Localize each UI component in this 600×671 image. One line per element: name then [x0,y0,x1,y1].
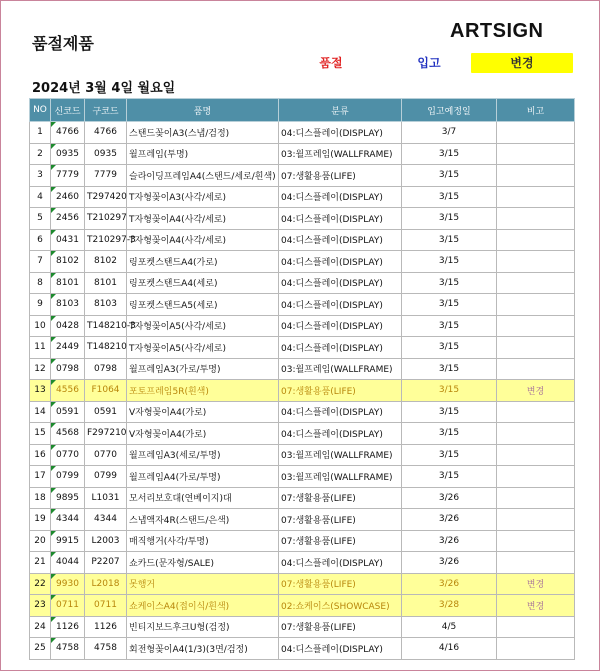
cell-no: 21 [30,552,51,574]
cell-category: 04:디스플레이(DISPLAY) [279,208,402,230]
cell-note [497,315,575,337]
cell-old-code: T148210-3 [85,315,127,337]
cell-new-code [51,337,85,359]
col-header-old-code: 구코드 [85,99,127,122]
comment-marker-icon [51,273,56,278]
comment-marker-icon [51,359,56,364]
new-code-text: 8101 [56,277,79,288]
cell-product-name: V자형꽂이A4(가로) [127,401,279,423]
cell-category: 07:생활용품(LIFE) [279,380,402,402]
cell-product-name: T자형꽂이A5(사각/세로) [127,315,279,337]
cell-category: 03:월프레임(WALLFRAME) [279,358,402,380]
table-row[interactable] [30,294,575,316]
table-row[interactable] [30,272,575,294]
comment-marker-icon [51,294,56,299]
new-code-text: 2460 [56,191,79,202]
cell-category: 07:생활용품(LIFE) [279,509,402,531]
cell-expected-date: 3/15 [402,358,497,380]
cell-category: 04:디스플레이(DISPLAY) [279,638,402,660]
comment-marker-icon [51,595,56,600]
comment-marker-icon [51,402,56,407]
table-row[interactable] [30,401,575,423]
cell-product-name: 스탠드꽂이A3(스냅/검정) [127,122,279,144]
cell-no: 5 [30,208,51,230]
comment-marker-icon [51,251,56,256]
cell-no: 19 [30,509,51,531]
cell-new-code [51,552,85,574]
table-row[interactable] [30,444,575,466]
cell-expected-date: 4/5 [402,616,497,638]
cell-expected-date: 3/26 [402,573,497,595]
legend-incoming: 입고 [417,56,441,70]
cell-category: 04:디스플레이(DISPLAY) [279,122,402,144]
comment-marker-icon [51,488,56,493]
table-row[interactable] [30,466,575,488]
cell-old-code: 0591 [85,401,127,423]
legend-soldout: 품절 [319,56,343,70]
cell-old-code: T210297 [85,208,127,230]
cell-category: 04:디스플레이(DISPLAY) [279,552,402,574]
cell-product-name: 슬라이딩프레임A4(스탠드/세로/흰색) [127,165,279,187]
cell-old-code: 7779 [85,165,127,187]
cell-no: 4 [30,186,51,208]
new-code-text: 7779 [56,170,79,181]
cell-expected-date: 3/26 [402,509,497,531]
cell-note: 변경 [497,380,575,402]
comment-marker-icon [51,552,56,557]
cell-no: 9 [30,294,51,316]
cell-product-name: T자형꽂이A3(사각/세로) [127,186,279,208]
cell-note [497,616,575,638]
cell-new-code [51,509,85,531]
cell-category: 04:디스플레이(DISPLAY) [279,229,402,251]
cell-new-code [51,358,85,380]
table-row[interactable] [30,143,575,165]
cell-expected-date: 3/15 [402,143,497,165]
comment-marker-icon [51,165,56,170]
table-row[interactable] [30,638,575,660]
new-code-text: 4568 [56,428,79,439]
cell-old-code: P2207 [85,552,127,574]
cell-new-code [51,595,85,617]
new-code-text: 0935 [56,148,79,159]
cell-no: 1 [30,122,51,144]
new-code-text: 4556 [56,385,79,396]
cell-note [497,401,575,423]
cell-product-name: T자형꽂이A5(사각/세로) [127,337,279,359]
cell-old-code: T297420 [85,186,127,208]
cell-product-name: 쇼케이스A4(접이식/흰색) [127,595,279,617]
cell-expected-date: 3/7 [402,122,497,144]
cell-no: 10 [30,315,51,337]
cell-old-code: 8102 [85,251,127,273]
cell-expected-date: 3/15 [402,315,497,337]
cell-note [497,229,575,251]
table-row[interactable] [30,552,575,574]
cell-expected-date: 3/28 [402,595,497,617]
table-row[interactable] [30,380,575,402]
cell-note [497,530,575,552]
cell-old-code: 4344 [85,509,127,531]
cell-product-name: 월프레임A3(세로/투명) [127,444,279,466]
cell-old-code: 0799 [85,466,127,488]
cell-no: 13 [30,380,51,402]
table-row[interactable] [30,186,575,208]
table-row[interactable] [30,122,575,144]
table-row[interactable] [30,530,575,552]
cell-note [497,272,575,294]
cell-new-code [51,143,85,165]
cell-expected-date: 3/26 [402,530,497,552]
cell-category: 04:디스플레이(DISPLAY) [279,251,402,273]
cell-new-code [51,165,85,187]
cell-category: 03:월프레임(WALLFRAME) [279,444,402,466]
cell-no: 8 [30,272,51,294]
comment-marker-icon [51,574,56,579]
cell-product-name: 회전형꽂이A4(1/3)(3면/검정) [127,638,279,660]
cell-expected-date: 3/15 [402,423,497,445]
cell-no: 17 [30,466,51,488]
cell-note [497,186,575,208]
cell-product-name: 링포켓스탠드A4(세로) [127,272,279,294]
cell-no: 3 [30,165,51,187]
cell-new-code [51,186,85,208]
cell-product-name: 모서리보호대(연베이지)대 [127,487,279,509]
cell-note [497,208,575,230]
comment-marker-icon [51,423,56,428]
cell-old-code: 4766 [85,122,127,144]
cell-category: 07:생활용품(LIFE) [279,573,402,595]
cell-product-name: 링포켓스탠드A5(세로) [127,294,279,316]
brand-logo: ARTSIGN [450,20,544,42]
cell-expected-date: 4/16 [402,638,497,660]
new-code-text: 0770 [56,449,79,460]
cell-new-code [51,122,85,144]
new-code-text: 4766 [56,127,79,138]
cell-note [497,337,575,359]
cell-new-code [51,616,85,638]
cell-expected-date: 3/15 [402,186,497,208]
cell-new-code [51,530,85,552]
cell-category: 07:생활용품(LIFE) [279,165,402,187]
cell-old-code: L2018 [85,573,127,595]
new-code-text: 0428 [56,320,79,331]
cell-old-code: F1064 [85,380,127,402]
new-code-text: 4044 [56,557,79,568]
cell-new-code [51,573,85,595]
cell-note [497,122,575,144]
cell-new-code [51,423,85,445]
cell-new-code [51,229,85,251]
comment-marker-icon [51,466,56,471]
cell-old-code: L2003 [85,530,127,552]
cell-no: 18 [30,487,51,509]
cell-no: 24 [30,616,51,638]
comment-marker-icon [51,638,56,643]
table-header-row [30,99,575,122]
cell-expected-date: 3/15 [402,208,497,230]
col-header-product-name: 품명 [127,99,279,122]
cell-category: 04:디스플레이(DISPLAY) [279,315,402,337]
cell-category: 03:월프레임(WALLFRAME) [279,466,402,488]
cell-note [497,466,575,488]
comment-marker-icon [51,380,56,385]
cell-expected-date: 3/15 [402,294,497,316]
comment-marker-icon [51,316,56,321]
cell-note [497,294,575,316]
cell-product-name: 월프레임(투명) [127,143,279,165]
col-header-no: NO [30,99,51,122]
cell-old-code: L1031 [85,487,127,509]
cell-no: 20 [30,530,51,552]
cell-expected-date: 3/15 [402,466,497,488]
cell-no: 7 [30,251,51,273]
cell-no: 23 [30,595,51,617]
table-row[interactable] [30,595,575,617]
cell-new-code [51,251,85,273]
new-code-text: 8102 [56,256,79,267]
cell-new-code [51,466,85,488]
cell-expected-date: 3/15 [402,229,497,251]
cell-note [497,552,575,574]
cell-note [497,487,575,509]
cell-category: 04:디스플레이(DISPLAY) [279,401,402,423]
cell-old-code: 1126 [85,616,127,638]
report-date: 2024년 3월 4일 월요일 [32,81,176,96]
comment-marker-icon [51,617,56,622]
cell-category: 04:디스플레이(DISPLAY) [279,272,402,294]
cell-no: 6 [30,229,51,251]
cell-category: 04:디스플레이(DISPLAY) [279,186,402,208]
cell-product-name: 월프레임A3(가로/투명) [127,358,279,380]
table-row[interactable] [30,315,575,337]
col-header-expected-date: 입고예정일 [402,99,497,122]
cell-old-code: 0935 [85,143,127,165]
new-code-text: 0431 [56,234,79,245]
cell-product-name: T자형꽂이A4(사각/세로) [127,208,279,230]
cell-old-code: F297210 [85,423,127,445]
comment-marker-icon [51,509,56,514]
new-code-text: 2449 [56,342,79,353]
cell-new-code [51,444,85,466]
legend-changed: 변경 [471,53,573,73]
cell-category: 07:생활용품(LIFE) [279,616,402,638]
cell-old-code: T210297-3 [85,229,127,251]
cell-old-code: 8103 [85,294,127,316]
cell-note [497,423,575,445]
cell-expected-date: 3/15 [402,401,497,423]
new-code-text: 1126 [56,621,79,632]
new-code-text: 0799 [56,471,79,482]
cell-category: 07:생활용품(LIFE) [279,487,402,509]
comment-marker-icon [51,208,56,213]
col-header-note: 비고 [497,99,575,122]
soldout-table [29,98,575,660]
new-code-text: 8103 [56,299,79,310]
cell-new-code [51,380,85,402]
cell-no: 2 [30,143,51,165]
cell-category: 03:월프레임(WALLFRAME) [279,143,402,165]
cell-new-code [51,208,85,230]
cell-product-name: 스냅액자4R(스탠드/은색) [127,509,279,531]
new-code-text: 9895 [56,492,79,503]
cell-new-code [51,315,85,337]
table-row[interactable] [30,337,575,359]
new-code-text: 0591 [56,406,79,417]
table-row[interactable] [30,487,575,509]
cell-note: 변경 [497,573,575,595]
cell-old-code: T148210 [85,337,127,359]
cell-product-name: T자형꽂이A4(사각/세로) [127,229,279,251]
cell-old-code: 0711 [85,595,127,617]
cell-note [497,444,575,466]
cell-category: 04:디스플레이(DISPLAY) [279,294,402,316]
comment-marker-icon [51,531,56,536]
cell-product-name: 못행거 [127,573,279,595]
cell-no: 12 [30,358,51,380]
cell-expected-date: 3/15 [402,444,497,466]
new-code-text: 9915 [56,535,79,546]
cell-no: 14 [30,401,51,423]
comment-marker-icon [51,187,56,192]
cell-expected-date: 3/15 [402,251,497,273]
cell-new-code [51,487,85,509]
cell-no: 11 [30,337,51,359]
cell-expected-date: 3/15 [402,380,497,402]
cell-product-name: 빈티지보드후크U형(검정) [127,616,279,638]
new-code-text: 9930 [56,578,79,589]
new-code-text: 4758 [56,643,79,654]
cell-expected-date: 3/26 [402,487,497,509]
comment-marker-icon [51,337,56,342]
table-row[interactable] [30,616,575,638]
cell-new-code [51,272,85,294]
cell-product-name: 쇼카드(문자형/SALE) [127,552,279,574]
cell-old-code: 0770 [85,444,127,466]
comment-marker-icon [51,230,56,235]
comment-marker-icon [51,144,56,149]
cell-note [497,638,575,660]
cell-product-name: 월프레임A4(가로/투명) [127,466,279,488]
cell-new-code [51,401,85,423]
cell-product-name: 포토프레임5R(흰색) [127,380,279,402]
cell-new-code [51,638,85,660]
cell-note [497,251,575,273]
cell-category: 04:디스플레이(DISPLAY) [279,423,402,445]
new-code-text: 2456 [56,213,79,224]
cell-old-code: 0798 [85,358,127,380]
cell-no: 16 [30,444,51,466]
comment-marker-icon [51,122,56,127]
cell-expected-date: 3/26 [402,552,497,574]
cell-note [497,358,575,380]
cell-product-name: 매직행거(사각/투명) [127,530,279,552]
cell-new-code [51,294,85,316]
cell-product-name: 링포켓스탠드A4(가로) [127,251,279,273]
cell-no: 15 [30,423,51,445]
cell-note: 변경 [497,595,575,617]
cell-no: 22 [30,573,51,595]
table-row[interactable] [30,509,575,531]
cell-note [497,165,575,187]
cell-note [497,509,575,531]
cell-expected-date: 3/15 [402,272,497,294]
col-header-new-code: 신코드 [51,99,85,122]
table-row[interactable] [30,358,575,380]
table-row[interactable] [30,423,575,445]
table-row[interactable] [30,208,575,230]
table-row[interactable] [30,573,575,595]
table-row[interactable] [30,165,575,187]
cell-category: 04:디스플레이(DISPLAY) [279,337,402,359]
table-row[interactable] [30,251,575,273]
new-code-text: 4344 [56,514,79,525]
table-row[interactable] [30,229,575,251]
col-header-category: 분류 [279,99,402,122]
cell-category: 02:쇼케이스(SHOWCASE) [279,595,402,617]
cell-product-name: V자형꽂이A4(가로) [127,423,279,445]
cell-old-code: 8101 [85,272,127,294]
new-code-text: 0798 [56,363,79,374]
cell-no: 25 [30,638,51,660]
cell-category: 07:생활용품(LIFE) [279,530,402,552]
cell-old-code: 4758 [85,638,127,660]
cell-expected-date: 3/15 [402,165,497,187]
comment-marker-icon [51,445,56,450]
cell-expected-date: 3/15 [402,337,497,359]
cell-note [497,143,575,165]
new-code-text: 0711 [56,600,79,611]
page-title: 품절제품 [32,34,94,53]
